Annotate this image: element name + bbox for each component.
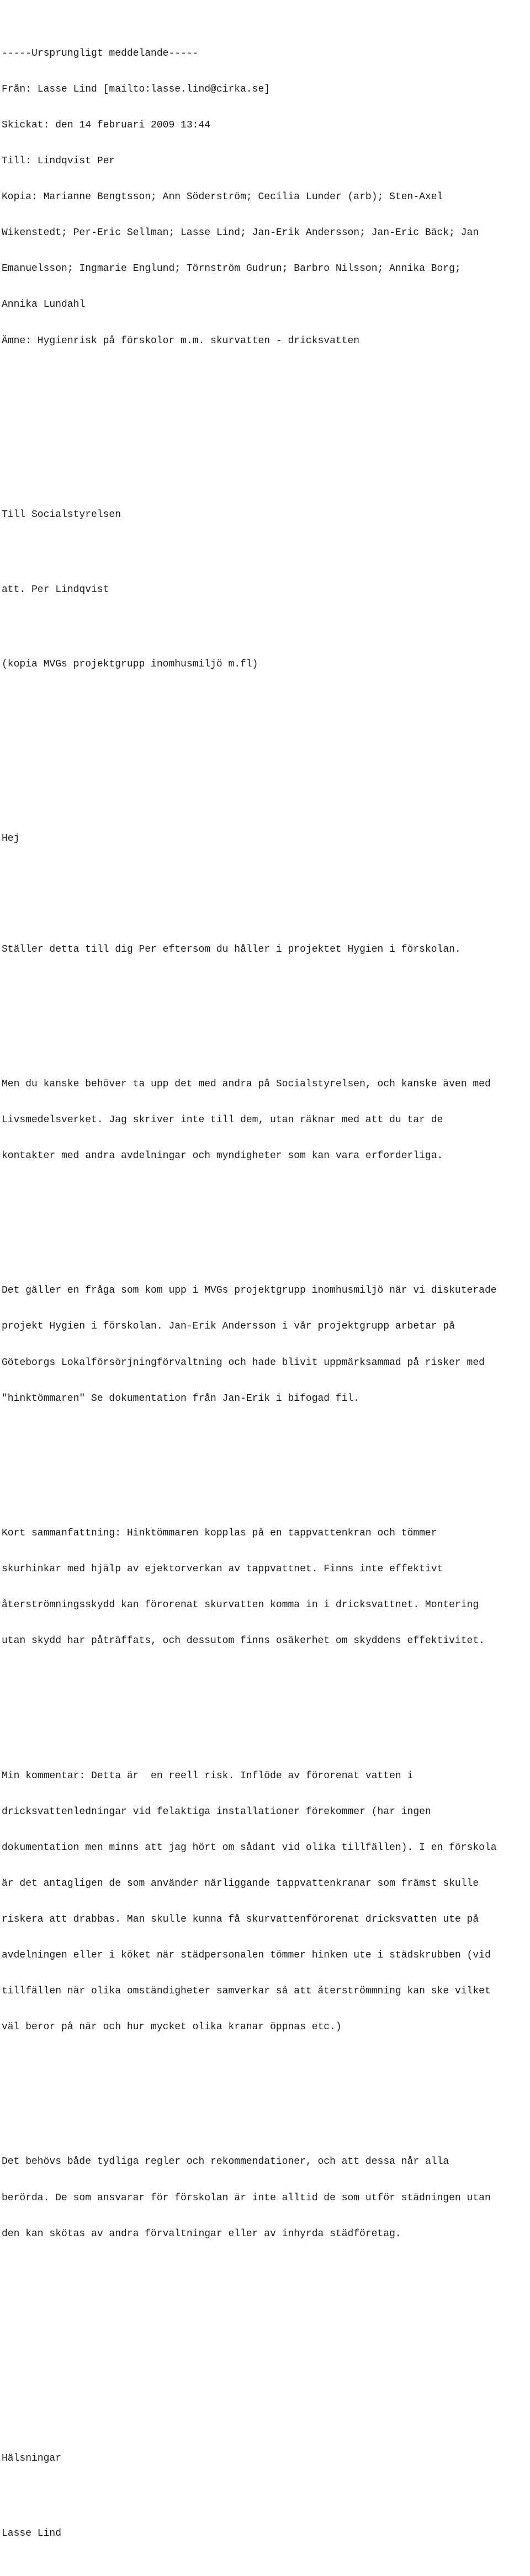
paragraph-line: återströmningsskydd kan förorenat skurvatten komma in i dricksvattnet. Montering (2, 1599, 479, 1611)
original-message-separator: -----Ursprungligt meddelande----- (2, 47, 199, 59)
paragraph-line: Livsmedelsverket. Jag skriver inte till dem, utan räknar med att du tar de (2, 1114, 443, 1126)
sender-name: Lasse Lind (2, 2528, 62, 2540)
body-paragraph (2, 1261, 529, 1429)
email-body (2, 809, 529, 2288)
body-paragraph (2, 1746, 529, 2057)
closing-regards: Hälsningar (2, 2453, 62, 2465)
paragraph-line: projekt Hygien i förskolan. Jan-Erik Andersson i vår projektgrupp arbetar på (2, 1321, 455, 1332)
subject-line: Ämne: Hygienrisk på förskolor m.m. skurvatten - dricksvatten (2, 335, 360, 346)
recipient-line: Till Socialstyrelsen (2, 509, 121, 520)
email-document (2, 0, 529, 2576)
paragraph-line: Min kommentar: Detta är en reell risk. Inflöde av förorenat vatten i (2, 1770, 414, 1782)
paragraph-line: utan skydd har påträffats, och dessutom finns osäkerhet om skyddens effektivitet. (2, 1635, 485, 1647)
paragraph-line: Ställer detta till dig Per eftersom du håller i projektet Hygien i förskolan. (2, 943, 461, 955)
address-block (2, 485, 529, 695)
body-paragraph (2, 1504, 529, 1672)
cc-line: Kopia: Marianne Bengtsson; Ann Söderström; Cecilia Lunder (arb); Sten-Axel (2, 191, 443, 203)
paragraph-line: Det gäller en fråga som kom upp i MVGs projektgrupp inomhusmiljö när vi diskuterade (2, 1285, 497, 1297)
cc-line: Emanuelsson; Ingmarie Englund; Törnström Gudrun; Barbro Nilsson; Annika Borg; (2, 263, 461, 275)
copy-line: (kopia MVGs projektgrupp inomhusmiljö m.fl) (2, 659, 258, 670)
paragraph-line: dricksvattenledningar vid felaktiga installationer förekommer (har ingen (2, 1806, 431, 1817)
signature-block (2, 2429, 529, 2564)
paragraph-line: berörda. De som ansvarar för förskolan är inte alltid de som utför städningen utan (2, 2192, 491, 2204)
paragraph-line: den kan skötas av andra förvaltningar eller av inhyrda städföretag. (2, 2228, 401, 2239)
to-line: Till: Lindqvist Per (2, 156, 115, 167)
paragraph-line: Kort sammanfattning: Hinktömmaren kopplas på en tappvattenkran och tömmer (2, 1527, 437, 1539)
paragraph-line: "hinktömmaren" Se dokumentation från Jan-Erik i bifogad fil. (2, 1393, 360, 1404)
paragraph-line: är det antagligen de som använder närliggande tappvattenkranar som främst skulle (2, 1878, 479, 1889)
paragraph-line: riskera att drabbas. Man skulle kunna få skurvattenförorenat dricksvatten ute på (2, 1913, 479, 1925)
paragraph-line: väl beror på när och hur mycket olika kranar öppnas etc.) (2, 2022, 342, 2033)
paragraph-line: Det behövs både tydliga regler och rekommendationer, och att dessa når alla (2, 2156, 449, 2168)
from-line: Från: Lasse Lind [mailto:lasse.lind@cirka.se] (2, 83, 271, 95)
body-paragraph (2, 920, 529, 980)
greeting: Hej (2, 833, 20, 844)
cc-line: Wikenstedt; Per-Eric Sellman; Lasse Lind; Jan-Erik Andersson; Jan-Eric Bäck; Jan (2, 227, 479, 239)
sent-line: Skickat: den 14 februari 2009 13:44 (2, 120, 211, 131)
paragraph-line: avdelningen eller i köket när städpersonalen tömmer hinken ute i städskrubben (vid (2, 1949, 491, 1961)
body-paragraph (2, 2132, 529, 2264)
paragraph-line: kontakter med andra avdelningar och myndigheter som kan vara erforderliga. (2, 1150, 443, 1161)
paragraph-line: tillfällen när olika omständigheter samverkar så att återströmmning kan ske vilket (2, 1986, 491, 1997)
paragraph-line: Men du kanske behöver ta upp det med andra på Socialstyrelsen, och kanske även med (2, 1078, 491, 1090)
paragraph-line: dokumentation men minns att jag hört om sådant vid olika tillfällen). I en förskola (2, 1842, 497, 1853)
body-paragraph (2, 1054, 529, 1186)
paragraph-line: skurhinkar med hjälp av ejektorverkan av tappvattnet. Finns inte effektivt (2, 1564, 443, 1575)
cc-line: Annika Lundahl (2, 299, 86, 311)
paragraph-line: Göteborgs Lokalförsörjningförvaltning och hade blivit uppmärksammad på risker med (2, 1357, 485, 1368)
attention-line: att. Per Lindqvist (2, 584, 109, 595)
email-header (2, 24, 529, 371)
